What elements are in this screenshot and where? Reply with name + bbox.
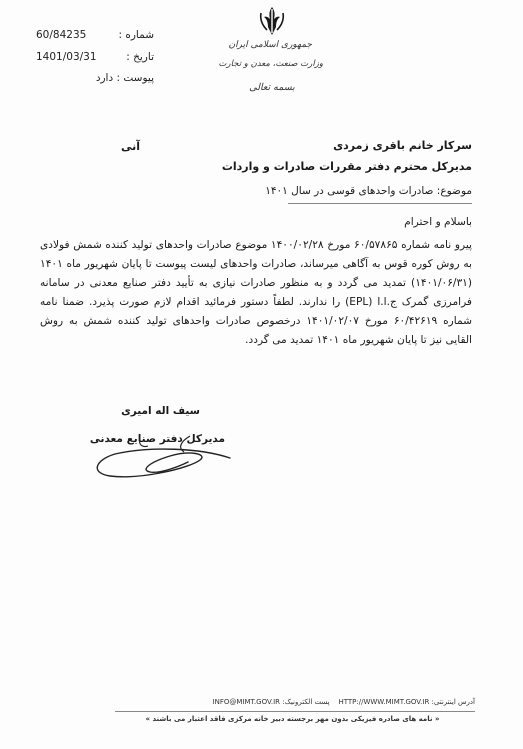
letter-number-value: 60/84235	[36, 29, 87, 41]
handwritten-signature	[80, 418, 240, 488]
letter-number-label: شماره :	[118, 29, 154, 41]
letterhead-ministry: وزارت صنعت، معدن و تجارت	[218, 59, 323, 69]
subject-underline	[288, 203, 472, 204]
letter-body: پیرو نامه شماره ۶۰/۵۷۸۶۵ مورخ ۱۴۰۰/۰۲/۲۸ موضوع صادرات واحدهای تولید کننده شمش فولادی به روش کوره قوس به آگاهی میرساند، صادرات واحدهای لیست پیوست تا پایان شهریور ماه ۱۴۰۱ (۱۴۰۱/۰۶/۳۱) تمدید می گردد و به منظور صادرات نیازی به تأیید دفتر صنایع معدنی در سامانه فرامرزی گمرک ج.ا.ا (EPL) را ندارند. لطفاً دستور فرمائید اقدام لازم صورت پذیرد. ضمنا نامه شماره ۶۰/۴۲۶۱۹ مورخ ۱۴۰۱/۰۲/۰۷ درخصوص صادرات واحدهای تولید کننده شمش به روش القایی نیز تا پایان شهریور ماه ۱۴۰۱ تمدید می گردد.	[40, 239, 472, 346]
footer-address-label: آدرس اینترنتی:	[431, 698, 475, 706]
urgency-label: آنی	[120, 140, 140, 153]
subject-text: صادرات واحدهای قوسی در سال ۱۴۰۱	[265, 185, 434, 197]
signatory-title: مدیرکل دفتر صنایع معدنی	[89, 433, 225, 445]
recipient-title: مدیرکل محترم دفتر مقررات صادرات و واردات	[221, 160, 472, 173]
recipient-name: سرکار خانم باقری زمردی	[333, 139, 472, 152]
iran-emblem-icon	[257, 5, 287, 37]
letterhead-basmala: بسمه تعالی	[249, 82, 295, 93]
footer-email[interactable]: INFO@MIMT.GOV.IR	[212, 698, 281, 706]
footer-contact	[140, 698, 475, 706]
letter-date-value: 1401/03/31	[36, 51, 97, 63]
subject-line	[200, 185, 472, 197]
letter-attachment: پیوست : دارد	[95, 72, 154, 84]
letter-date	[36, 51, 154, 65]
footer-website[interactable]: HTTP://WWW.MIMT.GOV.IR	[338, 698, 430, 706]
letter-number	[36, 29, 154, 43]
greeting: باسلام و احترام	[404, 216, 472, 228]
footer-notice: « نامه های صادره فیزیکی بدون مهر برجسته دبیر خانه مرکزی فاقد اعتبار می باشند »	[145, 715, 440, 723]
signatory-name: سیف اله امیری	[121, 405, 200, 417]
footer-email-label: پست الکترونیک:	[282, 698, 330, 706]
letterhead-republic: جمهوری اسلامی ایران	[228, 40, 312, 50]
footer-rule	[115, 711, 475, 712]
letter-date-label: تاریخ :	[126, 51, 154, 63]
subject-label: موضوع:	[436, 185, 472, 197]
